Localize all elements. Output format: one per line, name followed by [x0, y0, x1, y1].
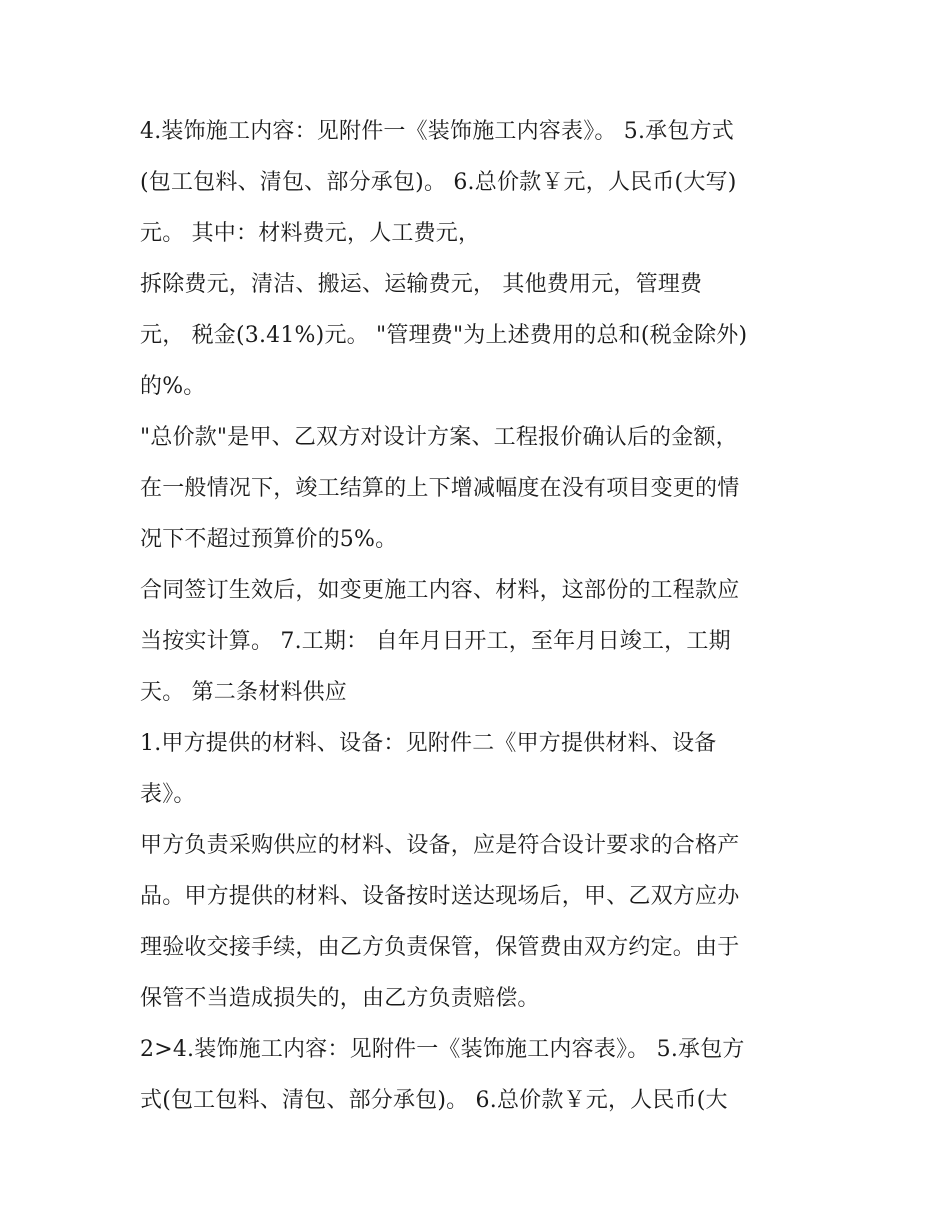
text-line: 况下不超过预算价的5%。: [140, 527, 398, 552]
text-line: 品。甲方提供的材料、设备按时送达现场后，甲、乙双方应办: [140, 884, 740, 909]
text-line: 当按实计算。 7.工期： 自年月日开工，至年月日竣工，工期: [140, 629, 731, 654]
text-line: 的%。: [140, 374, 206, 399]
text-line: (包工包料、清包、部分承包)。 6.总价款￥元，人民币(大写): [140, 170, 737, 195]
paragraph-changes-schedule: [140, 565, 820, 718]
text-line: 拆除费元，清洁、搬运、运输费元， 其他费用元，管理费: [140, 272, 703, 297]
text-line: 理验收交接手续，由乙方负责保管，保管费由双方约定。由于: [140, 935, 740, 960]
paragraph-contract-price: [140, 106, 820, 259]
text-line: 2>4.装饰施工内容：见附件一《装饰施工内容表》。 5.承包方: [140, 1037, 745, 1062]
text-line: 甲方负责采购供应的材料、设备，应是符合设计要求的合格产: [140, 833, 740, 858]
text-line: 元。 其中：材料费元，人工费元，: [140, 221, 481, 246]
text-line: 合同签订生效后，如变更施工内容、材料，这部份的工程款应: [140, 578, 740, 603]
text-line: 在一般情况下，竣工结算的上下增减幅度在没有项目变更的情: [140, 476, 740, 501]
text-line: 天。 第二条材料供应: [140, 680, 347, 705]
text-line: 表》。: [140, 782, 196, 807]
text-line: 式(包工包料、清包、部分承包)。 6.总价款￥元，人民币(大: [140, 1088, 728, 1113]
paragraph-repeated-content: [140, 1024, 820, 1126]
text-line: 4.装饰施工内容：见附件一《装饰施工内容表》。 5.承包方式: [140, 119, 734, 144]
text-line: 保管不当造成损失的，由乙方负责赔偿。: [140, 986, 540, 1011]
text-line: 1.甲方提供的材料、设备：见附件二《甲方提供材料、设备: [140, 731, 717, 756]
paragraph-fees: [140, 259, 820, 412]
text-line: "总价款"是甲、乙双方对设计方案、工程报价确认后的金额，: [140, 425, 738, 450]
paragraph-total-price: [140, 412, 820, 565]
document-body: [140, 106, 820, 1126]
paragraph-materials-list: [140, 718, 820, 820]
paragraph-materials-responsibility: [140, 820, 820, 1024]
text-line: 元， 税金(3.41%)元。 "管理费"为上述费用的总和(税金除外): [140, 323, 748, 348]
